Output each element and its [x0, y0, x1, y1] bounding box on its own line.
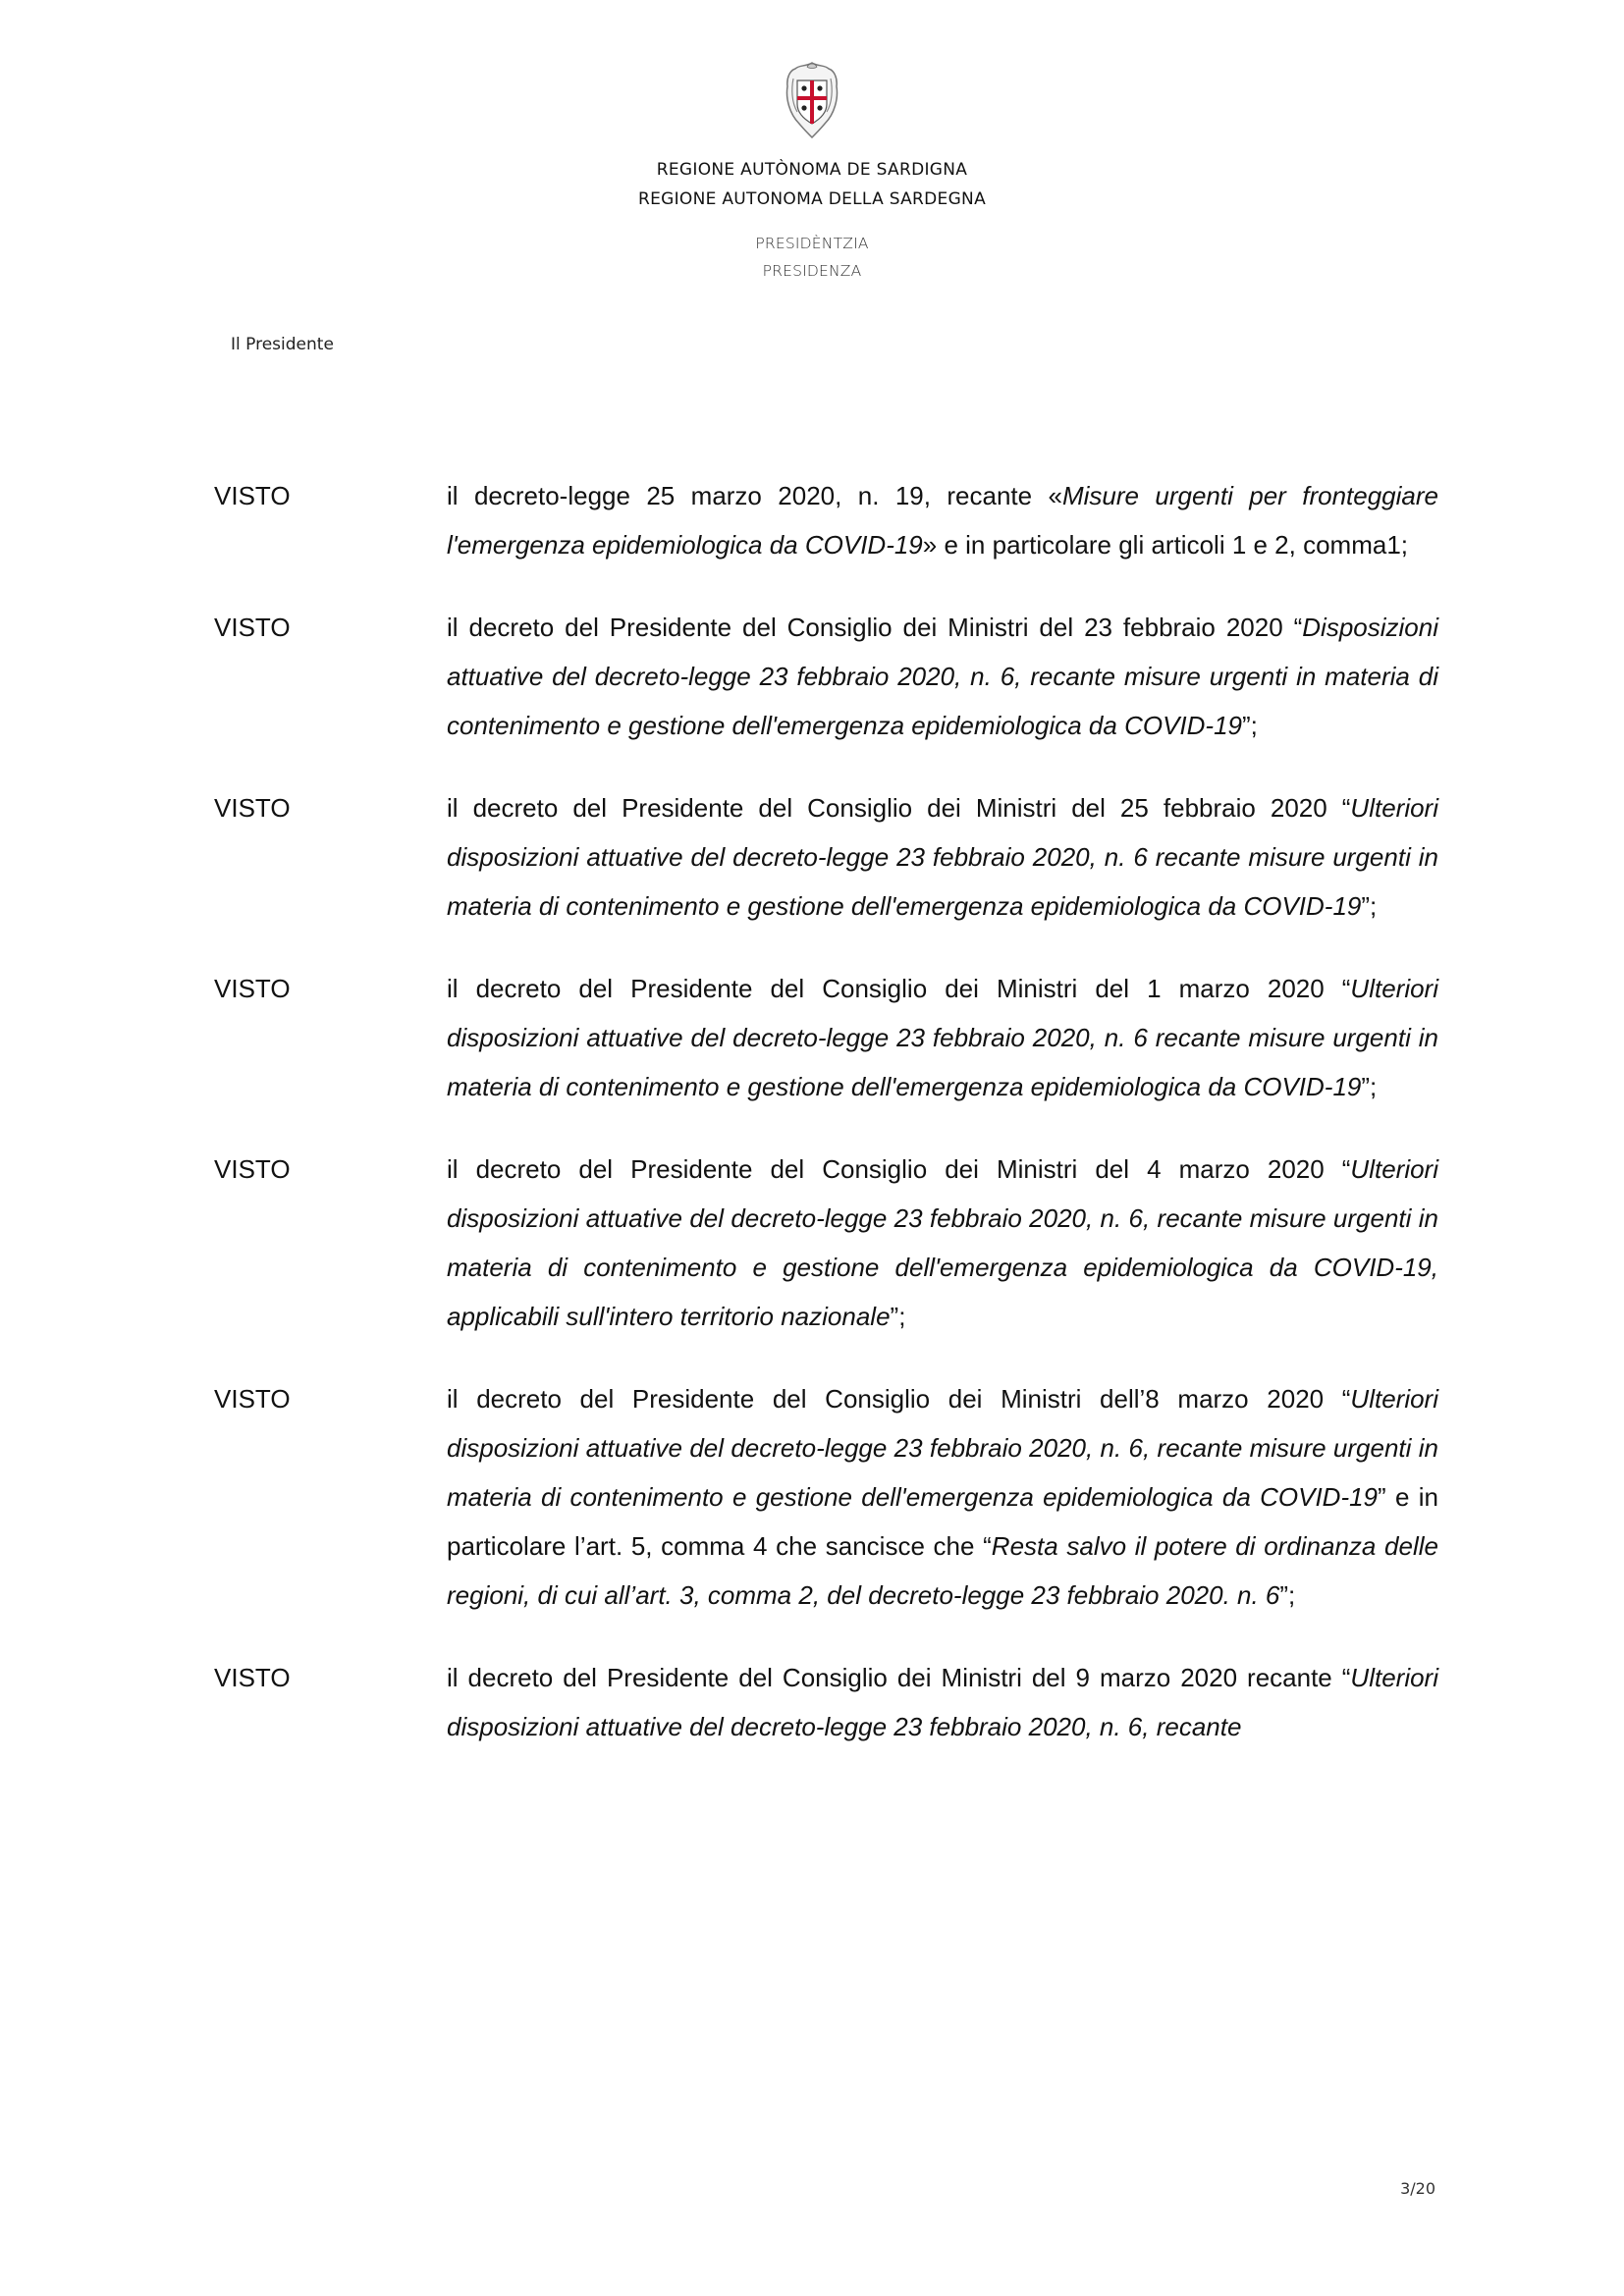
region-name-sardinian: REGIONE AUTÒNOMA DE SARDIGNA — [656, 160, 968, 180]
cited-title: Ulteriori disposizioni attuative del decreto-legge 23 febbraio 2020, n. 6 recante misure urgenti in materia di contenimento e gestione dell'emergenza epidemiologica da COVID-19 — [447, 793, 1438, 921]
letterhead — [0, 59, 1624, 285]
recital-text — [447, 1145, 1438, 1341]
sardinia-coat-of-arms-icon — [778, 59, 846, 141]
recital-label: VISTO — [214, 481, 291, 510]
recital-entry — [214, 603, 1438, 750]
recital-text — [447, 1374, 1438, 1620]
cited-title: Resta salvo il potere di ordinanza delle regioni, di cui all’art. 3, comma 2, del decreto-legge 23 febbraio 2020. n. 6 — [447, 1531, 1438, 1610]
recital-text-segment: ”; — [1361, 891, 1378, 921]
recital-label: VISTO — [214, 793, 291, 823]
region-name-italian: REGIONE AUTONOMA DELLA SARDEGNA — [637, 189, 986, 209]
recital-text-segment: il decreto del Presidente del Consiglio dei Ministri del 23 febbraio 2020 “ — [447, 613, 1303, 642]
recital-text-segment: » e in particolare gli articoli 1 e 2, comma1; — [922, 530, 1409, 560]
cited-title: Disposizioni attuative del decreto-legge 23 febbraio 2020, n. 6, recante misure urgenti in materia di contenimento e gestione dell'emergenza epidemiologica da COVID-19 — [447, 613, 1438, 740]
page-number: 3/20 — [1400, 2179, 1435, 2198]
recital-entry — [214, 783, 1438, 931]
recital-label: VISTO — [214, 613, 291, 642]
cited-title: Ulteriori disposizioni attuative del decreto-legge 23 febbraio 2020, n. 6, recante misure urgenti in materia di contenimento e gestione dell'emergenza epidemiologica da COVID-19 — [447, 1384, 1438, 1512]
recital-text — [447, 964, 1438, 1111]
recital-entry — [214, 964, 1438, 1111]
recital-text — [447, 783, 1438, 931]
recital-text-segment: ”; — [1242, 711, 1258, 740]
recital-text-segment: ”; — [1279, 1580, 1296, 1610]
recital-text — [447, 471, 1438, 569]
recital-text-segment: il decreto del Presidente del Consiglio dei Ministri del 4 marzo 2020 “ — [447, 1154, 1351, 1184]
recital-text-segment: il decreto del Presidente del Consiglio dei Ministri dell’8 marzo 2020 “ — [447, 1384, 1351, 1414]
recital-text-segment: ” e in particolare l’art. 5, comma 4 che sancisce che “ — [447, 1482, 1438, 1561]
recital-text-segment: il decreto del Presidente del Consiglio dei Ministri del 9 marzo 2020 recante “ — [447, 1663, 1351, 1692]
recital-text-segment: ”; — [890, 1302, 906, 1331]
recital-label: VISTO — [214, 1663, 291, 1692]
recital-text — [447, 603, 1438, 750]
office-name-italian: PRESIDENZA — [762, 262, 862, 280]
recital-text-segment: il decreto del Presidente del Consiglio dei Ministri del 25 febbraio 2020 “ — [447, 793, 1351, 823]
cited-title: Ulteriori disposizioni attuative del decreto-legge 23 febbraio 2020, n. 6 recante misure urgenti in materia di contenimento e gestione dell'emergenza epidemiologica da COVID-19 — [447, 974, 1438, 1101]
recital-text-segment: il decreto-legge 25 marzo 2020, n. 19, recante « — [447, 481, 1062, 510]
recital-entry — [214, 1653, 1438, 1751]
recital-label: VISTO — [214, 1384, 291, 1414]
cited-title: Misure urgenti per fronteggiare l'emergenza epidemiologica da COVID-19 — [447, 481, 1438, 560]
recital-entry — [214, 1145, 1438, 1341]
recital-label: VISTO — [214, 974, 291, 1003]
recital-label: VISTO — [214, 1154, 291, 1184]
cited-title: Ulteriori disposizioni attuative del decreto-legge 23 febbraio 2020, n. 6, recante — [447, 1663, 1438, 1741]
document-body — [214, 471, 1438, 1785]
office-name-sardinian: PRESIDÈNTZIA — [755, 235, 869, 252]
recital-entry — [214, 471, 1438, 569]
recital-text-segment: il decreto del Presidente del Consiglio dei Ministri del 1 marzo 2020 “ — [447, 974, 1351, 1003]
recital-entry — [214, 1374, 1438, 1620]
recital-text-segment: ”; — [1361, 1072, 1378, 1101]
signer-title: Il Presidente — [231, 335, 334, 354]
recital-text — [447, 1653, 1438, 1751]
cited-title: Ulteriori disposizioni attuative del decreto-legge 23 febbraio 2020, n. 6, recante misure urgenti in materia di contenimento e gestione dell'emergenza epidemiologica da COVID-19, applicabili sull'intero territorio nazionale — [447, 1154, 1438, 1331]
